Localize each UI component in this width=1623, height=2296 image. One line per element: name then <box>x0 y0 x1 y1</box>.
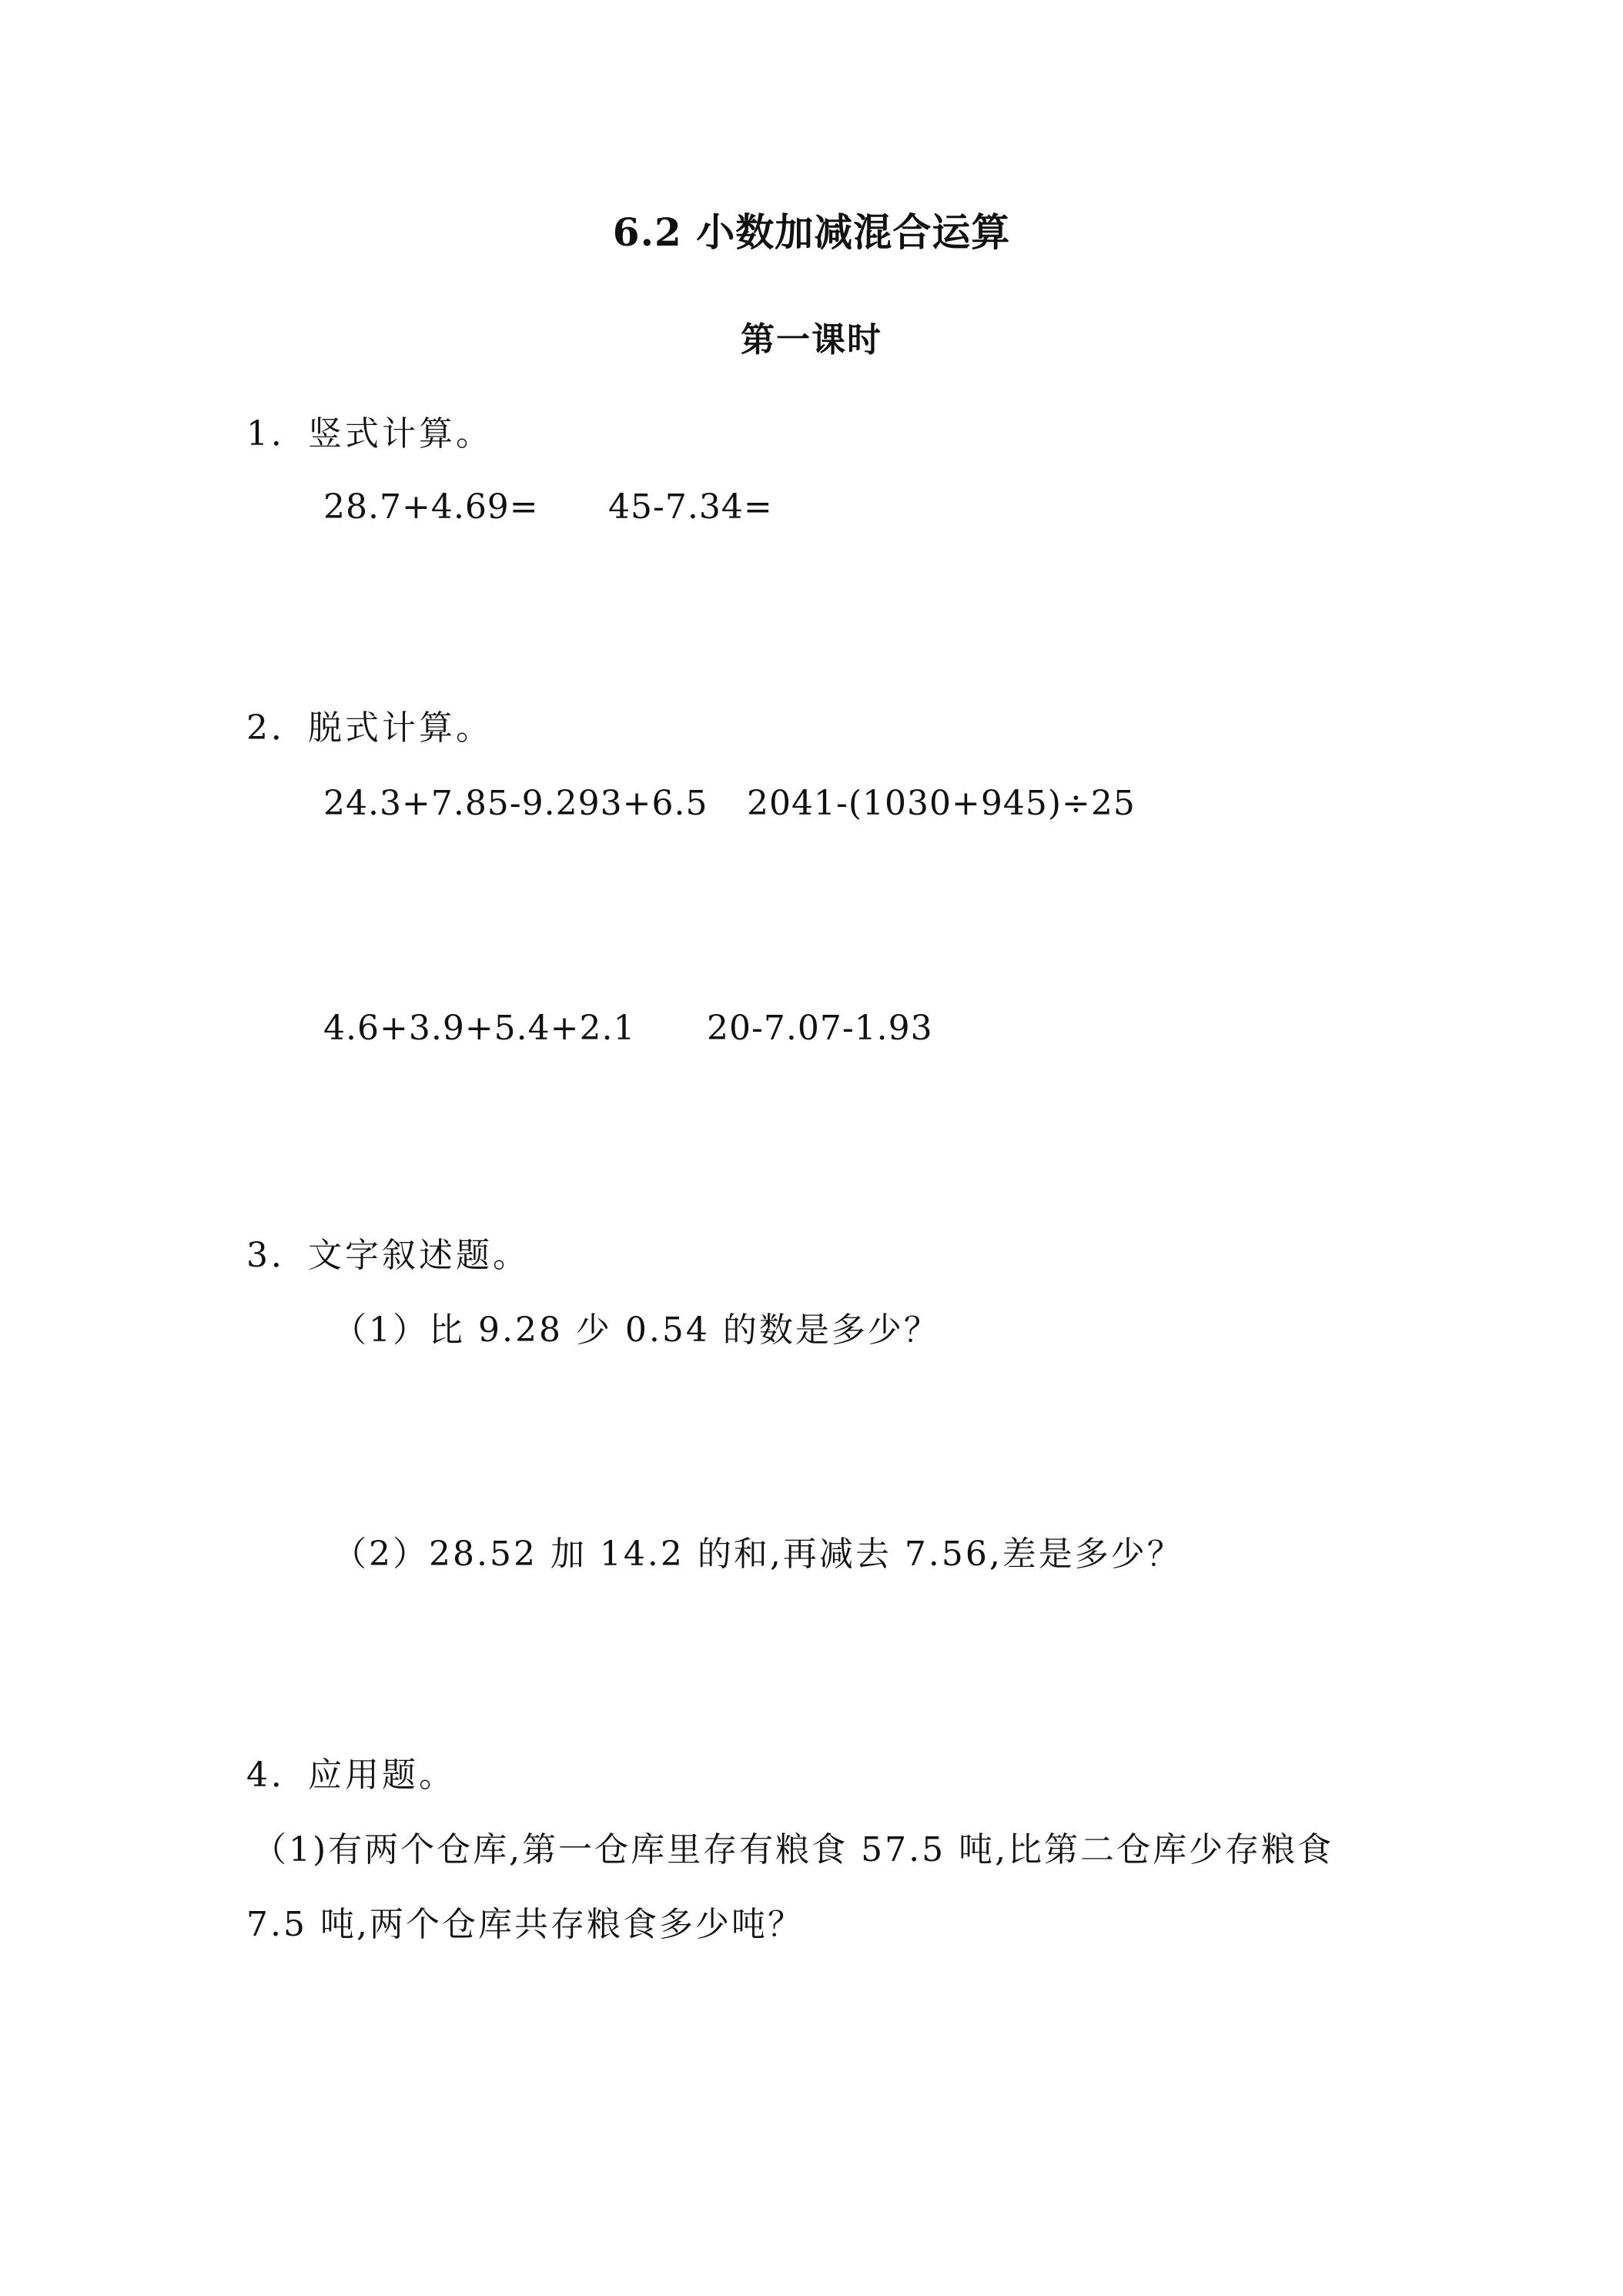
q2-expression-3: 4.6+3.9+5.4+2.1 <box>323 1009 636 1048</box>
question-1-heading: 1．竖式计算。 <box>246 414 493 454</box>
page-title: 6.2 小数加减混合运算 <box>612 209 1011 255</box>
question-3-heading: 3．文字叙述题。 <box>246 1236 530 1275</box>
question-2-heading: 2．脱式计算。 <box>246 708 493 748</box>
q2-expression-4: 20-7.07-1.93 <box>707 1009 933 1048</box>
q2-expression-2: 2041-(1030+945)÷25 <box>747 784 1136 823</box>
q2-expression-1: 24.3+7.85-9.293+6.5 <box>323 784 708 823</box>
page-subtitle: 第一课时 <box>741 320 882 360</box>
q4-item-1-line-1: （1)有两个仓库,第一仓库里存有粮食 57.5 吨,比第二仓库少存粮食 <box>253 1830 1334 1869</box>
q3-item-2: （2）28.52 加 14.2 的和,再减去 7.56,差是多少？ <box>333 1535 1183 1574</box>
q1-expression-1: 28.7+4.69= <box>323 487 539 527</box>
q1-expression-2: 45-7.34= <box>608 487 773 527</box>
q4-item-1-line-2: 7.5 吨,两个仓库共存粮食多少吨？ <box>246 1905 804 1944</box>
question-4-heading: 4．应用题。 <box>246 1755 456 1795</box>
q3-item-1: （1）比 9.28 少 0.54 的数是多少？ <box>333 1310 940 1350</box>
